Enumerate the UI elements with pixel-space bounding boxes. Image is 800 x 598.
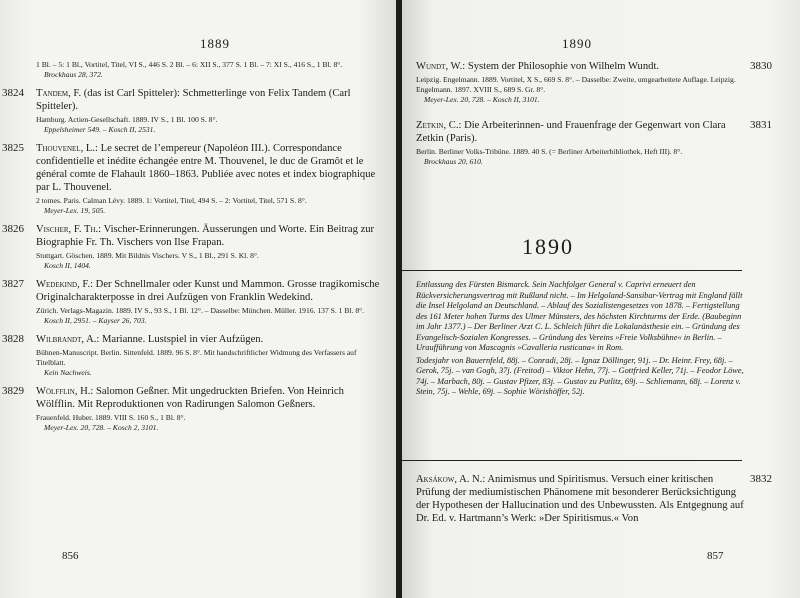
entry-title-text: : Vischer-Erinnerungen. Äusserungen und Worte. Ein Beitrag zur Biographie Fr. Th. Vischers von Ilse Frapan.: [36, 224, 375, 248]
continued-entry: [36, 60, 381, 80]
right-page: [402, 0, 800, 598]
right-entries: [416, 60, 772, 174]
entry-title: [36, 223, 381, 249]
page-number-left: 856: [62, 550, 79, 562]
entry-reference: Meyer-Lex. 20, 728. – Kosch II, 3101.: [424, 95, 540, 104]
entry-title: [416, 473, 744, 525]
entry-author: Wedekind, F.: [36, 279, 91, 290]
entry-author: Thouvenel, L.: [36, 143, 95, 154]
entry-author: Tandem, F.: [36, 88, 82, 99]
entry-publication: Berlin. Berliner Volks-Tribüne. 1889. 40 S. (= Berliner Arbeiterbibliothek, Heft III). 8°.: [416, 147, 683, 156]
entry-number: 3824: [2, 87, 24, 99]
bibliography-entry: [2, 385, 381, 433]
entry-number: 3829: [2, 385, 24, 397]
entry-reference: Kein Nachweis.: [44, 368, 92, 377]
entry-reference: Brockhaus 28, 372.: [44, 70, 103, 79]
running-head-left: 1889: [200, 36, 230, 51]
entry-reference: Brockhaus 20, 610.: [424, 157, 483, 166]
entry-title: [416, 60, 744, 73]
entry-publication: Leipzig. Engelmann. 1889. Vortitel, X S., 669 S. 8°. – Dasselbe: Zweite, umgearbeitete Auflage. Leipzig. Engelmann. 1897. XVIII S., 689 S. Gr. 8°.: [416, 75, 736, 94]
bibliography-entry: [2, 87, 381, 135]
entry-title-text: : Die Arbeiterinnen- und Frauenfrage der Gegenwart von Clara Zetkin (Paris).: [416, 120, 726, 144]
bibliography-entry: [2, 142, 381, 216]
bibliography-entry: [416, 60, 772, 105]
entry-reference: Kosch II, 1404.: [44, 261, 91, 270]
bibliography-entry: [416, 473, 772, 525]
entry-author: Wilbrandt, A.: [36, 334, 97, 345]
entry-author: Wundt, W.: [416, 61, 463, 72]
divider-top: [402, 270, 742, 271]
entry-number: 3828: [2, 333, 24, 345]
bibliography-entry: [2, 333, 381, 378]
left-page: [0, 0, 398, 598]
bibliography-entry: [2, 278, 381, 326]
entry-reference: Meyer-Lex. 19, 505.: [44, 206, 106, 215]
entry-title: [36, 385, 381, 411]
chronicle-deaths: Todesjahr von Bauernfeld, 88j. – Conradi, 28j. – Ignaz Döllinger, 91j. – Dr. Heinr. Frey, 68j. – Gerok, 75j. – van Gogh, 37j. (Freitod) – Viktor Hehn, 77j. – Gottfried Keller, 71j. – Feodor Löwe, 74j. – Marbach, 80j. – Gustav Pfizer, 83j. – Gustav zu Putlitz, 69j. – Schliemann, 68j. – Lorenz v. Stein, 75j. – Wehle, 69j. – Sophie Wörishöffer, 52j.: [416, 355, 744, 396]
entry-author: Aksákow, A. N.: [416, 474, 483, 485]
entry-title-text: : Le secret de l’empereur (Napoléon III.). Correspondance confidentielle et inédite échangée entre M. Thouvenel, le duc de Gramôt et le général comte de Flahault 1860–1863. Publiée avec notes et index biographique par L. Thouvenel.: [36, 143, 376, 193]
entry-publication: 1 Bl. – 5: 1 Bl., Vortitel, Titel, VI S., 446 S. 2 Bl. – 6: XII S., 377 S. 1 Bl. – 7: XI S., 416 S., 1 Bl. 8°.: [36, 60, 343, 69]
entry-publication: Hamburg. Actien-Gesellschaft. 1889. IV S., 1 Bl. 100 S. 8°.: [36, 115, 218, 124]
entry-number: 3831: [750, 119, 772, 131]
entry-reference: Meyer-Lex. 20, 728. – Kosch 2, 3101.: [44, 423, 159, 432]
entry-reference: Kosch II, 2951. – Kayser 26, 703.: [44, 316, 147, 325]
entry-author: Wölfflin, H.: [36, 386, 91, 397]
bibliography-entry: [416, 119, 772, 167]
entry-title-text: : System der Philosophie von Wilhelm Wundt.: [462, 61, 660, 72]
entry-publication: Bühnen-Manuscript. Berlin. Sittenfeld. 1889. 96 S. 8°. Mit handschriftlicher Widmung des Verfassers auf Titelblatt.: [36, 348, 357, 367]
page-number-right: 857: [707, 550, 724, 562]
entry-reference: Eppelsheimer 549. – Kosch II, 2531.: [44, 125, 156, 134]
entry-title: [416, 119, 744, 145]
chronicle-events: Entlassung des Fürsten Bismarck. Sein Nachfolger General v. Caprivi erneuert den Rückversicherungsvertrag mit Rußland nicht. – Im Helgoland-Sansibar-Vertrag mit England fällt die Insel Helgoland an Deutschland. – Ablauf des Sozialistengesetzes von 1878. – Fertigstellung des 161 Meter hohen Turms des Ulmer Münsters, des höchsten Kirchturms der Erde. (Baubeginn im Jahr 1377.) – Der Berliner Arzt C. L. Schleich führt die Lokalanästhesie ein. – Gründung des Evangelisch-Sozialen Kongresses. – Gründung des Vereins »Freie Volksbühne« in Berlin. – Uraufführung von Mascagnis »Cavalleria rusticana« in Rom.: [416, 280, 743, 352]
bibliography-entry: [2, 223, 381, 271]
year-chronicle: [416, 280, 746, 400]
entry-number: 3827: [2, 278, 24, 290]
entry-publication: Stuttgart. Göschen. 1889. Mit Bildnis Vischers. V S., 1 Bl., 291 S. Kl. 8°.: [36, 251, 259, 260]
entry-title-text: : Salomon Geßner. Mit ungedruckten Briefen. Von Heinrich Wölfflin. Mit Reproduktionen von Radirungen Salomon Geßners.: [36, 386, 344, 410]
entry-author: Vischer, F. Th.: [36, 224, 99, 235]
entry-title: [36, 333, 381, 346]
entry-number: 3832: [750, 473, 772, 485]
entry-publication: Zürich. Verlags-Magazin. 1889. IV S., 93 S., 1 Bl. 12°. – Dasselbe: München. Müller. 1916. 137 S. 1 Bl. 8°.: [36, 306, 365, 315]
entry-title-text: : Animismus und Spiritismus. Versuch einer kritischen Prüfung der mediumistischen Phänomene mit besonderer Berücksichtigung der Hypothesen der Hallucination und des Unbewussten. Als Entgegnung auf Dr. Ed. v. Hartmann’s Werk: »Der Spiritismus.« Von: [416, 474, 744, 524]
divider-bottom: [402, 460, 742, 461]
entry-number: 3825: [2, 142, 24, 154]
entry-title: [36, 142, 381, 194]
year-heading: 1890: [522, 234, 574, 259]
entry-title-text: (das ist Carl Spitteler): Schmetterlinge von Felix Tandem (Carl Spitteler).: [36, 88, 351, 112]
entry-title-text: : Der Schnellmaler oder Kunst und Mammon. Grosse tragikomische Originalcharakterposse in drei Aufzügen von Franklin Wedekind.: [36, 279, 380, 303]
entry-title: [36, 87, 381, 113]
running-head-right: 1890: [562, 36, 592, 51]
left-entries: [2, 60, 381, 440]
entry-title: [36, 278, 381, 304]
entry-title-text: : Marianne. Lustspiel in vier Aufzügen.: [96, 334, 264, 345]
entry-publication: Frauenfeld. Huber. 1889. VIII S. 160 S., 1 Bl. 8°.: [36, 413, 186, 422]
entry-author: Zetkin, C.: [416, 120, 459, 131]
entry-number: 3826: [2, 223, 24, 235]
entry-publication: 2 tomes. Paris. Calman Lévy. 1889. 1: Vortitel, Titel, 494 S. – 2: Vortitel, Titel, 571 S. 8°.: [36, 196, 307, 205]
entry-number: 3830: [750, 60, 772, 72]
